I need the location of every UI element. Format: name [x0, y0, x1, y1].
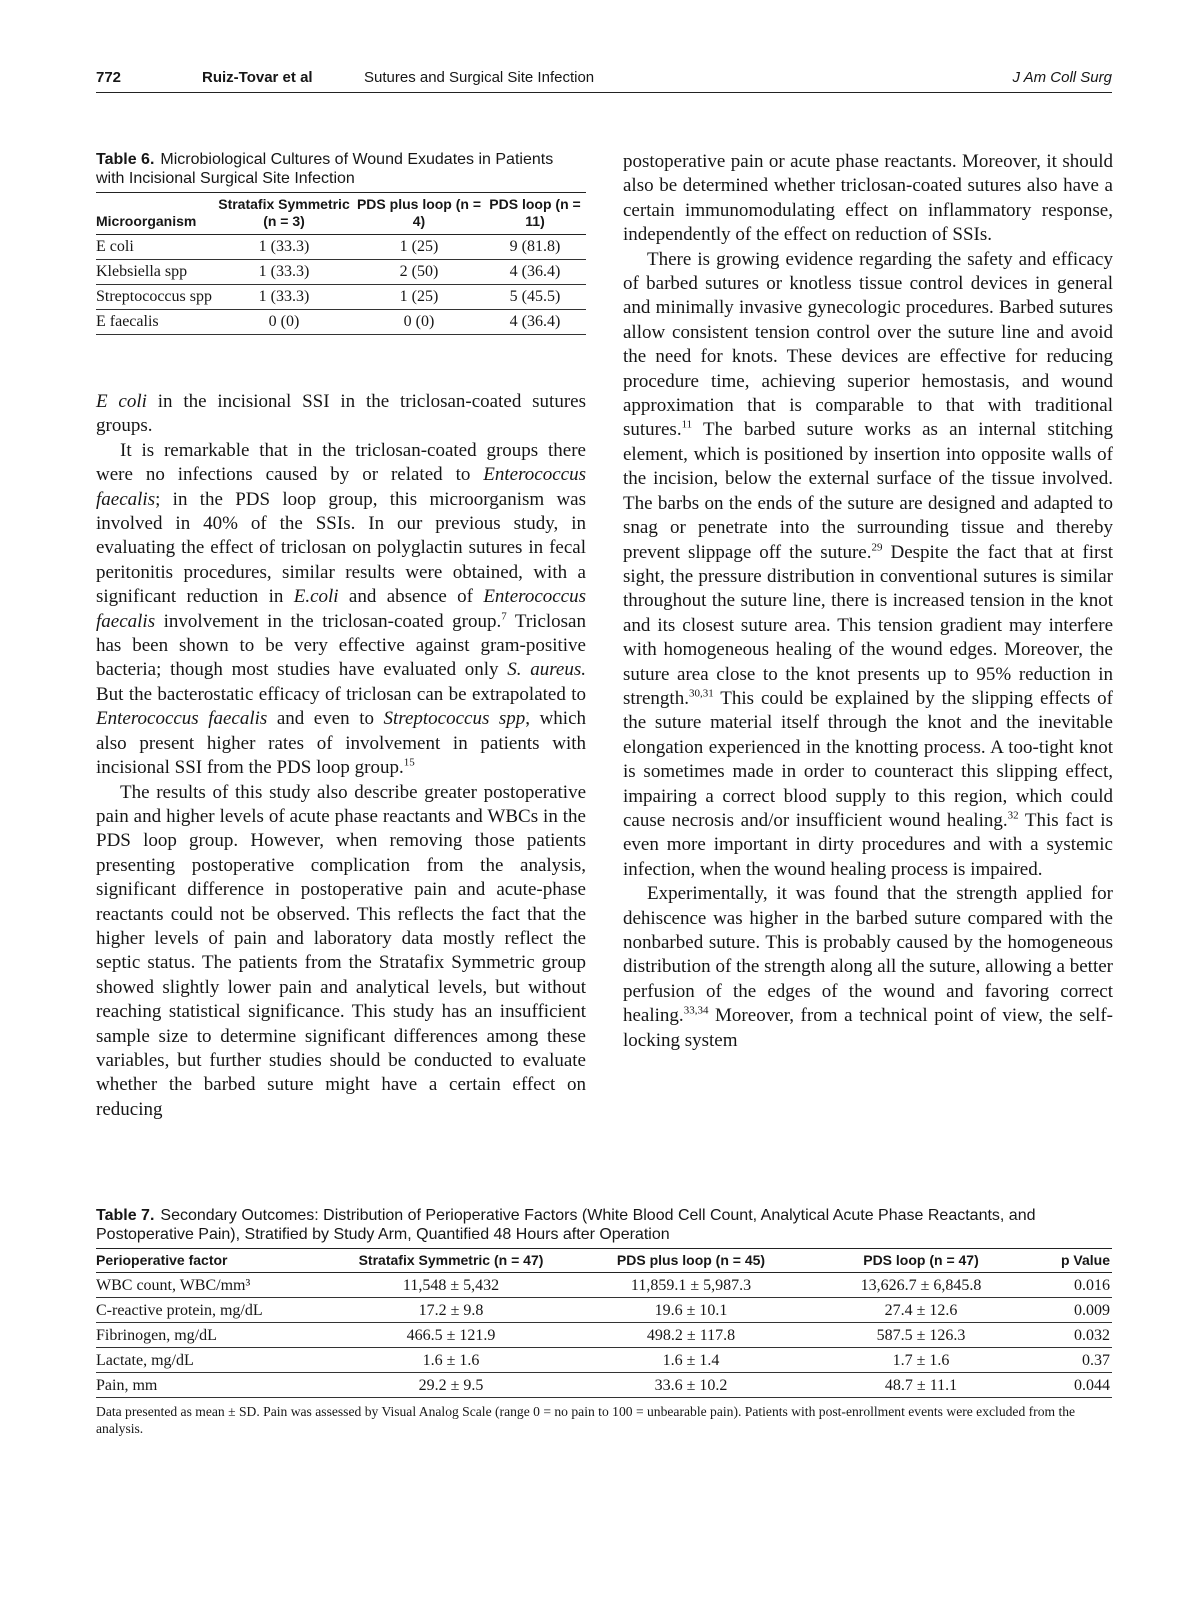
citation-ref: 7 — [501, 610, 507, 623]
running-header — [96, 64, 1112, 93]
column-header: PDS loop (n = 11) — [489, 196, 581, 229]
citation-ref: 33,34 — [683, 1004, 709, 1017]
table-6-caption — [96, 150, 586, 188]
table-7 — [96, 1206, 1112, 1437]
table-row — [96, 1348, 1112, 1373]
column-header: Stratafix Symmetric (n = 3) — [218, 196, 350, 229]
table-cell: 29.2 ± 9.5 — [336, 1373, 566, 1398]
table-7-grid — [96, 1248, 1112, 1398]
table-cell: 587.5 ± 126.3 — [816, 1323, 1026, 1348]
table-row — [96, 1298, 1112, 1323]
paragraph: The results of this study also describe greater postoperative pain and higher levels of acute phase reactants and WBCs in the PDS loop group. However, when removing those patients presenting postoperative complication from the analysis, significant difference in postoperative pain and acute-phase reactants could not be observed. This reflects the fact that the higher levels of pain and laboratory data mostly reflect the septic status. The patients from the Stratafix Symmetric group showed slightly lower pain and analytical levels, but without reaching statistical significance. This study has an insufficient sample size to determine significant differences among these variables, but further studies should be conducted to evaluate whether the barbed suture might have a certain effect on reducing — [96, 781, 586, 1120]
page-number: 772 — [96, 69, 122, 86]
table-cell: 0.032 — [1026, 1323, 1112, 1348]
table-cell: 9 (81.8) — [484, 235, 586, 260]
table-cell: Streptococcus spp — [96, 285, 214, 310]
table-cell: 4 (36.4) — [484, 310, 586, 335]
journal-name: J Am Coll Surg — [1012, 69, 1112, 86]
table-cell: 4 (36.4) — [484, 260, 586, 285]
table-6 — [96, 150, 586, 335]
table-cell: 27.4 ± 12.6 — [816, 1298, 1026, 1323]
table-cell: 33.6 ± 10.2 — [566, 1373, 816, 1398]
table-cell: 0.37 — [1026, 1348, 1112, 1373]
table-cell: 1 (33.3) — [214, 260, 354, 285]
table-cell: 1 (25) — [354, 235, 484, 260]
table-cell: 1.6 ± 1.4 — [566, 1348, 816, 1373]
table-header-row — [96, 1249, 1112, 1273]
table-row — [96, 1323, 1112, 1348]
table-7-label: Table 7. — [96, 1207, 155, 1224]
running-title: Sutures and Surgical Site Infection — [364, 69, 595, 86]
column-header: PDS plus loop (n = 4) — [356, 196, 482, 229]
body-column-right — [623, 150, 1113, 1053]
table-cell: Lactate, mg/dL — [96, 1348, 336, 1373]
table-cell: 0.044 — [1026, 1373, 1112, 1398]
running-authors: Ruiz-Tovar et al — [202, 69, 313, 86]
table-row — [96, 1373, 1112, 1398]
table-cell: E coli — [96, 235, 214, 260]
column-header: Perioperative factor — [96, 1252, 228, 1268]
table-cell: 0 (0) — [214, 310, 354, 335]
table-cell: 466.5 ± 121.9 — [336, 1323, 566, 1348]
column-header: Microorganism — [96, 213, 197, 229]
table-cell: Fibrinogen, mg/dL — [96, 1323, 336, 1348]
column-header: Stratafix Symmetric (n = 47) — [358, 1252, 544, 1268]
table-6-label: Table 6. — [96, 151, 155, 168]
paragraph: Experimentally, it was found that the strength applied for dehiscence was higher in the barbed suture compared with the nonbarbed suture. This is probably caused by the homogeneous distribution of the strength along all the suture, allowing a better perfusion of the edges of the wound and favoring correct healing.$^{33,34}$ Moreover, from a technical point of view, the self-locking system — [623, 883, 1113, 1051]
table-row — [96, 310, 586, 335]
citation-ref: 32 — [1007, 809, 1019, 822]
table-7-footnote: Data presented as mean ± SD. Pain was assessed by Visual Analog Scale (range 0 = no pain to 100 = unbearable pain). Patients with post-enrollment events were excluded from the analysis. — [96, 1404, 1076, 1436]
table-cell: 17.2 ± 9.8 — [336, 1298, 566, 1323]
table-cell: 1 (25) — [354, 285, 484, 310]
table-cell: 19.6 ± 10.1 — [566, 1298, 816, 1323]
table-cell: 0.009 — [1026, 1298, 1112, 1323]
paragraph: There is growing evidence regarding the safety and efficacy of barbed sutures or knotless tissue control devices in general and minimally invasive gynecologic procedures. Barbed sutures allow consistent tension control over the suture line and avoid the need for knots. These devices are effective for reducing procedure time, achieving superior hemostasis, and wound approximation that is comparable to that with traditional sutures.$^{11}$ The barbed suture works as an internal stitching element, which is positioned by insertion into opposite walls of the incision, below the external surface of the tissue involved. The barbs on the ends of the suture are designed and adapted to snag or penetrate into the surrounding tissue and thereby prevent slippage off the suture.$^{29}$ Despite the fact that at first sight, the pressure distribution in conventional sutures is similar throughout the suture line, there is increased tension in the knot and its closest suture area. This tension gradient may interfere with homogeneous healing of the wound edges. Moreover, the suture area close to the knot presents up to 95% reduction in strength.$^{30,31}$ This could be explained by the slipping effects of the suture material itself through the knot and the inevitable elongation experienced in the knotting process. A too-tight knot is sometimes made in order to counteract this slipping effect, impairing a correct blood supply to this region, which could cause necrosis and/or insufficient wound healing.$^{32}$ This fact is even more important in dirty procedures and with a systemic infection, when the wound healing process is impaired. — [623, 248, 1113, 880]
paragraph: It is remarkable that in the triclosan-coated groups there were no infections caused by or related to Enterococcus faecalis; in the PDS loop group, this microorganism was involved in 40% of the SSIs. In our previous study, in evaluating the effect of triclosan on polyglactin sutures in fecal peritonitis procedures, similar results were obtained, with a significant reduction in E.coli and absence of Enterococcus faecalis involvement in the triclosan-coated group.$^7$ Triclosan has been shown to be very effective against gram-positive bacteria; though most studies have evaluated only S. aureus. But the bacterostatic efficacy of triclosan can be extrapolated to Enterococcus faecalis and even to Streptococcus spp, which also present higher rates of involvement in patients with incisional SSI from the PDS loop group.$^{15}$ — [96, 439, 587, 779]
table-cell: 2 (50) — [354, 260, 484, 285]
citation-ref: 30,31 — [688, 687, 714, 700]
body-column-left — [96, 390, 586, 1122]
table-cell: 0 (0) — [354, 310, 484, 335]
table-cell: Pain, mm — [96, 1373, 336, 1398]
table-cell: 498.2 ± 117.8 — [566, 1323, 816, 1348]
column-header: PDS loop (n = 47) — [863, 1252, 979, 1268]
table-cell: 11,548 ± 5,432 — [336, 1273, 566, 1298]
table-cell: 1.7 ± 1.6 — [816, 1348, 1026, 1373]
table-row — [96, 260, 586, 285]
table-cell: 1 (33.3) — [214, 235, 354, 260]
column-header: PDS plus loop (n = 45) — [616, 1252, 766, 1268]
table-cell: 11,859.1 ± 5,987.3 — [566, 1273, 816, 1298]
table-cell: WBC count, WBC/mm³ — [96, 1273, 336, 1298]
table-row — [96, 1273, 1112, 1298]
paragraph: E coli in the incisional SSI in the triclosan-coated sutures groups. — [96, 391, 586, 437]
table-header-row — [96, 193, 586, 235]
table-cell: 1 (33.3) — [214, 285, 354, 310]
table-row — [96, 285, 586, 310]
table-cell: 1.6 ± 1.6 — [336, 1348, 566, 1373]
table-7-caption — [96, 1206, 1112, 1244]
table-row — [96, 235, 586, 260]
table-cell: 48.7 ± 11.1 — [816, 1373, 1026, 1398]
column-header: p Value — [1060, 1252, 1110, 1268]
citation-ref: 11 — [681, 419, 693, 432]
table-6-grid — [96, 192, 586, 335]
table-cell: C-reactive protein, mg/dL — [96, 1298, 336, 1323]
paragraph: postoperative pain or acute phase reactants. Moreover, it should also be determined whether triclosan-coated sutures also have a certain immunomodulating effect on inflammatory response, independently of the effect on reduction of SSIs. — [623, 151, 1113, 246]
table-6-caption-text: Microbiological Cultures of Wound Exudates in Patients with Incisional Surgical Site Infection — [96, 151, 554, 187]
citation-ref: 29 — [871, 541, 883, 554]
table-cell: Klebsiella spp — [96, 260, 214, 285]
table-cell: E faecalis — [96, 310, 214, 335]
citation-ref: 15 — [403, 756, 415, 769]
table-cell: 5 (45.5) — [484, 285, 586, 310]
table-7-caption-text: Secondary Outcomes: Distribution of Perioperative Factors (White Blood Cell Count, Analytical Acute Phase Reactants, and Postoperative Pain), Stratified by Study Arm, Quantified 48 Hours after Operation — [96, 1207, 1036, 1243]
table-cell: 0.016 — [1026, 1273, 1112, 1298]
table-cell: 13,626.7 ± 6,845.8 — [816, 1273, 1026, 1298]
